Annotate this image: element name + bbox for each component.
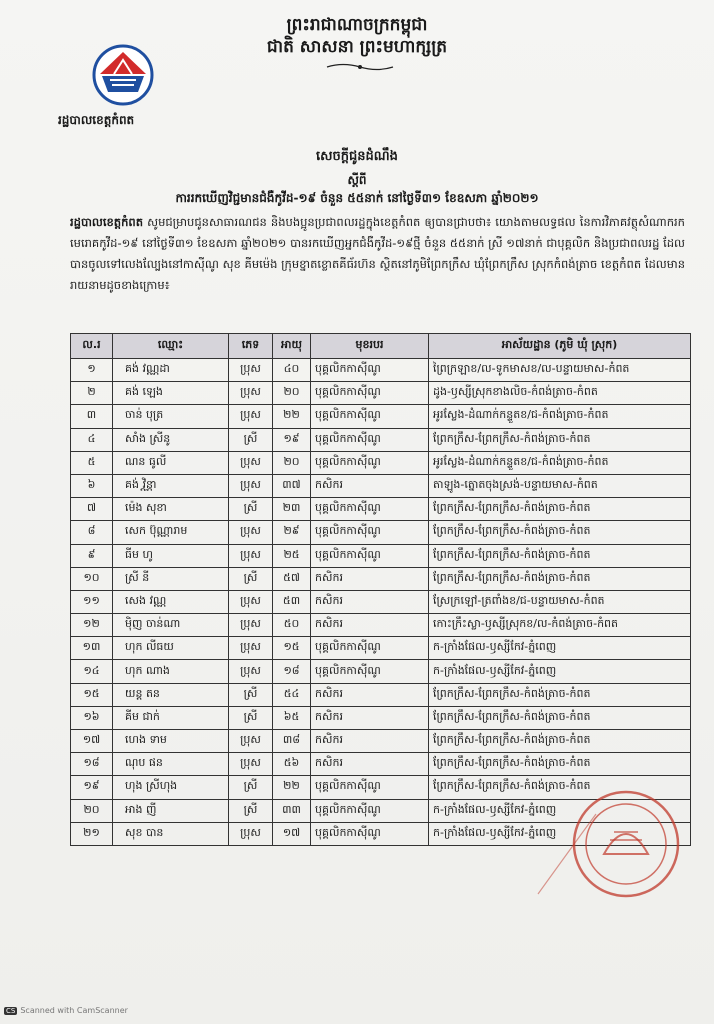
- cell-name: សាំង ស្រីនូ: [113, 428, 229, 451]
- cell-age: ២០: [273, 382, 311, 405]
- cell-name: គីម ជាក់: [113, 706, 229, 729]
- cell-age: ៥៧: [273, 567, 311, 590]
- cell-age: ២៥: [273, 544, 311, 567]
- table-row: [71, 359, 691, 382]
- cell-no: ១: [71, 359, 113, 382]
- cell-occupation: បុគ្គលិកកាស៊ីណូ: [311, 428, 429, 451]
- cell-no: ៧: [71, 498, 113, 521]
- cell-age: ៦៥: [273, 706, 311, 729]
- cell-address: ក-ក្រាំងផែល-ឫស្សីកែវ-ភ្នំពេញ: [429, 660, 691, 683]
- cell-name: ហុក លីធយ: [113, 637, 229, 660]
- cell-sex: ប្រុស: [229, 637, 273, 660]
- table-row: [71, 753, 691, 776]
- cell-sex: ប្រុស: [229, 822, 273, 845]
- cell-occupation: បុគ្គលិកកាស៊ីណូ: [311, 498, 429, 521]
- announcement-paragraph: [70, 212, 685, 296]
- cell-address: ក-ក្រាំងផែល-ឫស្សីកែវ-ភ្នំពេញ: [429, 822, 691, 845]
- cell-age: ៤០: [273, 359, 311, 382]
- cell-occupation: បុគ្គលិកកាស៊ីណូ: [311, 799, 429, 822]
- cell-age: ២៣: [273, 498, 311, 521]
- announcement-lead: រដ្ឋបាលខេត្តកំពត: [70, 215, 143, 229]
- cell-occupation: កសិករ: [311, 590, 429, 613]
- cell-no: ១៩: [71, 776, 113, 799]
- cell-sex: ប្រុស: [229, 730, 273, 753]
- cell-sex: ប្រុស: [229, 405, 273, 428]
- cell-address: ព្រែកក្រឹស-ព្រែកក្រឹស-កំពង់ត្រាច-កំពត: [429, 753, 691, 776]
- cell-sex: ស្រី: [229, 799, 273, 822]
- table-row: [71, 822, 691, 845]
- cell-sex: ប្រុស: [229, 474, 273, 497]
- cell-name: ចាន់ បុត្រ: [113, 405, 229, 428]
- cell-occupation: បុគ្គលិកកាស៊ីណូ: [311, 822, 429, 845]
- cell-address: តាឡូង-ត្នោតចុងស្រង់-បន្ទាយមាស-កំពត: [429, 474, 691, 497]
- scanner-watermark-text: Scanned with CamScanner: [20, 1006, 128, 1015]
- cell-no: ១៨: [71, 753, 113, 776]
- cell-age: ២៩: [273, 521, 311, 544]
- table-row: [71, 498, 691, 521]
- cell-address: អូរស្លែង-ដំណាក់កន្ទួតខ/ជ-កំពង់ត្រាច-កំពត: [429, 451, 691, 474]
- cell-occupation: កសិករ: [311, 683, 429, 706]
- cell-name: អាង ញី: [113, 799, 229, 822]
- cell-name: សេក ប៊ុណ្ណារាម: [113, 521, 229, 544]
- table-row: [71, 776, 691, 799]
- cell-sex: ប្រុស: [229, 753, 273, 776]
- cell-no: ៤: [71, 428, 113, 451]
- scanner-watermark: [4, 1006, 128, 1015]
- cell-occupation: បុគ្គលិកកាស៊ីណូ: [311, 776, 429, 799]
- cell-occupation: កសិករ: [311, 474, 429, 497]
- cell-age: ១៨: [273, 660, 311, 683]
- cell-no: ២០: [71, 799, 113, 822]
- table-row: [71, 660, 691, 683]
- cell-sex: ស្រី: [229, 498, 273, 521]
- cell-occupation: បុគ្គលិកកាស៊ីណូ: [311, 451, 429, 474]
- cell-sex: ប្រុស: [229, 544, 273, 567]
- cell-name: សេង វណ្ណ: [113, 590, 229, 613]
- cell-name: គង់ វណ្ណដា: [113, 359, 229, 382]
- cell-address: ព្រែកក្រឹស-ព្រែកក្រឹស-កំពង់ត្រាច-កំពត: [429, 544, 691, 567]
- cell-no: ៩: [71, 544, 113, 567]
- cell-no: ១៦: [71, 706, 113, 729]
- cell-sex: ប្រុស: [229, 521, 273, 544]
- cell-sex: ស្រី: [229, 776, 273, 799]
- cell-age: ១៩: [273, 428, 311, 451]
- col-header-no: ល.រ: [71, 334, 113, 359]
- cell-age: ៣៧: [273, 474, 311, 497]
- cell-age: ១៥: [273, 637, 311, 660]
- table-row: [71, 799, 691, 822]
- col-header-age: អាយុ: [273, 334, 311, 359]
- cell-name: ហុង ស្រីហុង: [113, 776, 229, 799]
- cell-occupation: បុគ្គលិកកាស៊ីណូ: [311, 359, 429, 382]
- cell-occupation: បុគ្គលិកកាស៊ីណូ: [311, 405, 429, 428]
- cell-name: ម៉េង សុខា: [113, 498, 229, 521]
- issuing-office-name: រដ្ឋបាលខេត្តកំពត: [58, 113, 135, 127]
- cell-sex: ប្រុស: [229, 382, 273, 405]
- table-row: [71, 683, 691, 706]
- cell-name: ណន ធូលី: [113, 451, 229, 474]
- cell-address: ព្រែកក្រឹស-ព្រែកក្រឹស-កំពង់ត្រាច-កំពត: [429, 683, 691, 706]
- cell-address: ព្រៃក្រឡាខ/ល-ទូកមាសខ/ល-បន្ទាយមាស-កំពត: [429, 359, 691, 382]
- table-row: [71, 730, 691, 753]
- national-motto-line1: ព្រះរាជាណាចក្រកម្ពុជា: [286, 15, 428, 35]
- cell-occupation: កសិករ: [311, 567, 429, 590]
- table-row: [71, 428, 691, 451]
- cell-name: ហុក ណាង: [113, 660, 229, 683]
- cell-no: ២: [71, 382, 113, 405]
- table-row: [71, 590, 691, 613]
- cell-name: គង់ ឡេង: [113, 382, 229, 405]
- subject-label: ស្តីពី: [347, 173, 367, 187]
- cell-occupation: កសិករ: [311, 614, 429, 637]
- cell-address: ព្រែកក្រឹស-ព្រែកក្រឹស-កំពង់ត្រាច-កំពត: [429, 498, 691, 521]
- cell-no: ១០: [71, 567, 113, 590]
- cell-sex: ស្រី: [229, 428, 273, 451]
- table-row: [71, 544, 691, 567]
- cell-age: ៣៨: [273, 730, 311, 753]
- table-row: [71, 614, 691, 637]
- cell-age: ៥៦: [273, 753, 311, 776]
- cases-table: [70, 333, 691, 846]
- cell-address: ក-ក្រាំងផែល-ឫស្សីកែវ-ភ្នំពេញ: [429, 637, 691, 660]
- cell-no: ១៧: [71, 730, 113, 753]
- cell-address: ដូង-ឫស្សីស្រុកខាងលិច-កំពង់ត្រាច-កំពត: [429, 382, 691, 405]
- cell-occupation: បុគ្គលិកកាស៊ីណូ: [311, 637, 429, 660]
- cell-no: ១២: [71, 614, 113, 637]
- cell-address: ព្រែកក្រឹស-ព្រែកក្រឹស-កំពង់ត្រាច-កំពត: [429, 706, 691, 729]
- cell-no: ១៤: [71, 660, 113, 683]
- cell-name: ហេង ទាម: [113, 730, 229, 753]
- col-header-address: អាស័យដ្ឋាន (ភូមិ ឃុំ ស្រុក): [429, 334, 691, 359]
- cell-address: ព្រែកក្រឹស-ព្រែកក្រឹស-កំពង់ត្រាច-កំពត: [429, 730, 691, 753]
- cell-occupation: បុគ្គលិកកាស៊ីណូ: [311, 544, 429, 567]
- cell-sex: ប្រុស: [229, 451, 273, 474]
- cell-sex: ប្រុស: [229, 614, 273, 637]
- cell-occupation: បុគ្គលិកកាស៊ីណូ: [311, 382, 429, 405]
- col-header-name: ឈ្មោះ: [113, 334, 229, 359]
- cell-no: ៣: [71, 405, 113, 428]
- cell-age: ៣៣: [273, 799, 311, 822]
- cell-sex: ស្រី: [229, 567, 273, 590]
- cell-no: ១៣: [71, 637, 113, 660]
- cell-occupation: បុគ្គលិកកាស៊ីណូ: [311, 660, 429, 683]
- cell-sex: ប្រុស: [229, 359, 273, 382]
- cell-occupation: កសិករ: [311, 753, 429, 776]
- cell-age: ៥៣: [273, 590, 311, 613]
- cell-age: ២២: [273, 405, 311, 428]
- camscanner-badge-icon: CS: [6, 1007, 16, 1015]
- cell-no: ១៥: [71, 683, 113, 706]
- table-row: [71, 451, 691, 474]
- cell-no: ៨: [71, 521, 113, 544]
- cell-sex: ប្រុស: [229, 660, 273, 683]
- document-subject: ការរកឃើញវិជ្ជមានជំងឺកូវីដ-១៩ ចំនួន ៥៥នាក់ នៅថ្ងៃទី៣១ ខែឧសភា ឆ្នាំ២០២១: [175, 191, 539, 205]
- cell-age: ៥០: [273, 614, 311, 637]
- cell-address: ស្រែក្រឡៅ-ត្រពាំងខ/ជ-បន្ទាយមាស-កំពត: [429, 590, 691, 613]
- cell-no: ១១: [71, 590, 113, 613]
- cell-name: សុខ បាន: [113, 822, 229, 845]
- table-row: [71, 567, 691, 590]
- cell-name: ធីម ហូ: [113, 544, 229, 567]
- cell-address: កោះក្រឹះស្លា-ឫស្សីស្រុកខ/ល-កំពង់ត្រាច-កំពត: [429, 614, 691, 637]
- cell-sex: ស្រី: [229, 706, 273, 729]
- cell-age: ២០: [273, 451, 311, 474]
- cell-name: គង់ វិន្ណា: [113, 474, 229, 497]
- table-row: [71, 521, 691, 544]
- cell-sex: ស្រី: [229, 683, 273, 706]
- announcement-body: សូមជម្រាបជូនសាធារណជន និងបងប្អូនប្រជាពលរដ្ឋក្នុងខេត្តកំពត ឲ្យបានជ្រាបថា៖ យោងតាមលទ្ធផល នៃការវិភាគវត្ថុសំណាករកមេរោគកូវីដ-១៩ នៅថ្ងៃទី៣១ ខែឧសភា ឆ្នាំ២០២១ បានរកឃើញអ្នកជំងឺកូវីដ-១៩ថ្មី ចំនួន ៥៥នាក់ ស្រី ១៧នាក់ ជាបុគ្គលិក និងប្រជាពលរដ្ឋ ដែលបានចូលទៅលេងល្បែងនៅកាស៊ីណូ សុខ គីមម៉េង ក្រុមខ្នាតខ្លោតគីធ័រហ៊ន ស្ថិតនៅភូមិព្រែកក្រឹស ឃុំព្រែកក្រឹស ស្រុកកំពង់ត្រាច ខេត្តកំពត ដែលមានរាយនាមដូចខាងក្រោម៖: [70, 215, 685, 292]
- national-motto-line2: ជាតិ សាសនា ព្រះមហាក្សត្រ: [266, 37, 448, 57]
- cell-address: អូរស្លែង-ដំណាក់កន្ទួតខ/ជ-កំពង់ត្រាច-កំពត: [429, 405, 691, 428]
- cell-name: ណុប ផន: [113, 753, 229, 776]
- cell-name: ស្រី នី: [113, 567, 229, 590]
- table-header-row: [71, 334, 691, 359]
- cell-age: ១៧: [273, 822, 311, 845]
- cell-address: ព្រែកក្រឹស-ព្រែកក្រឹស-កំពង់ត្រាច-កំពត: [429, 521, 691, 544]
- document-type-title: សេចក្តីជូនដំណឹង: [316, 149, 398, 164]
- col-header-occupation: មុខរបរ: [311, 334, 429, 359]
- cell-age: ២២: [273, 776, 311, 799]
- provincial-logo-icon: [92, 44, 154, 106]
- cell-address: ក-ក្រាំងផែល-ឫស្សីកែវ-ភ្នំពេញ: [429, 799, 691, 822]
- cell-address: ព្រែកក្រឹស-ព្រែកក្រឹស-កំពង់ត្រាច-កំពត: [429, 428, 691, 451]
- cell-no: ៦: [71, 474, 113, 497]
- cell-name: ម៉ិញ ចាន់ណា: [113, 614, 229, 637]
- cell-sex: ប្រុស: [229, 590, 273, 613]
- cell-age: ៥៤: [273, 683, 311, 706]
- cell-no: ២១: [71, 822, 113, 845]
- cell-occupation: បុគ្គលិកកាស៊ីណូ: [311, 521, 429, 544]
- table-row: [71, 706, 691, 729]
- table-row: [71, 474, 691, 497]
- ornament-divider-icon: [325, 62, 395, 72]
- cell-address: ព្រែកក្រឹស-ព្រែកក្រឹស-កំពង់ត្រាច-កំពត: [429, 567, 691, 590]
- cell-name: យន្ត តន: [113, 683, 229, 706]
- col-header-sex: ភេទ: [229, 334, 273, 359]
- table-row: [71, 382, 691, 405]
- cell-occupation: កសិករ: [311, 730, 429, 753]
- cell-no: ៥: [71, 451, 113, 474]
- cell-occupation: កសិករ: [311, 706, 429, 729]
- table-row: [71, 637, 691, 660]
- cell-address: ព្រែកក្រឹស-ព្រែកក្រឹស-កំពង់ត្រាច-កំពត: [429, 776, 691, 799]
- table-row: [71, 405, 691, 428]
